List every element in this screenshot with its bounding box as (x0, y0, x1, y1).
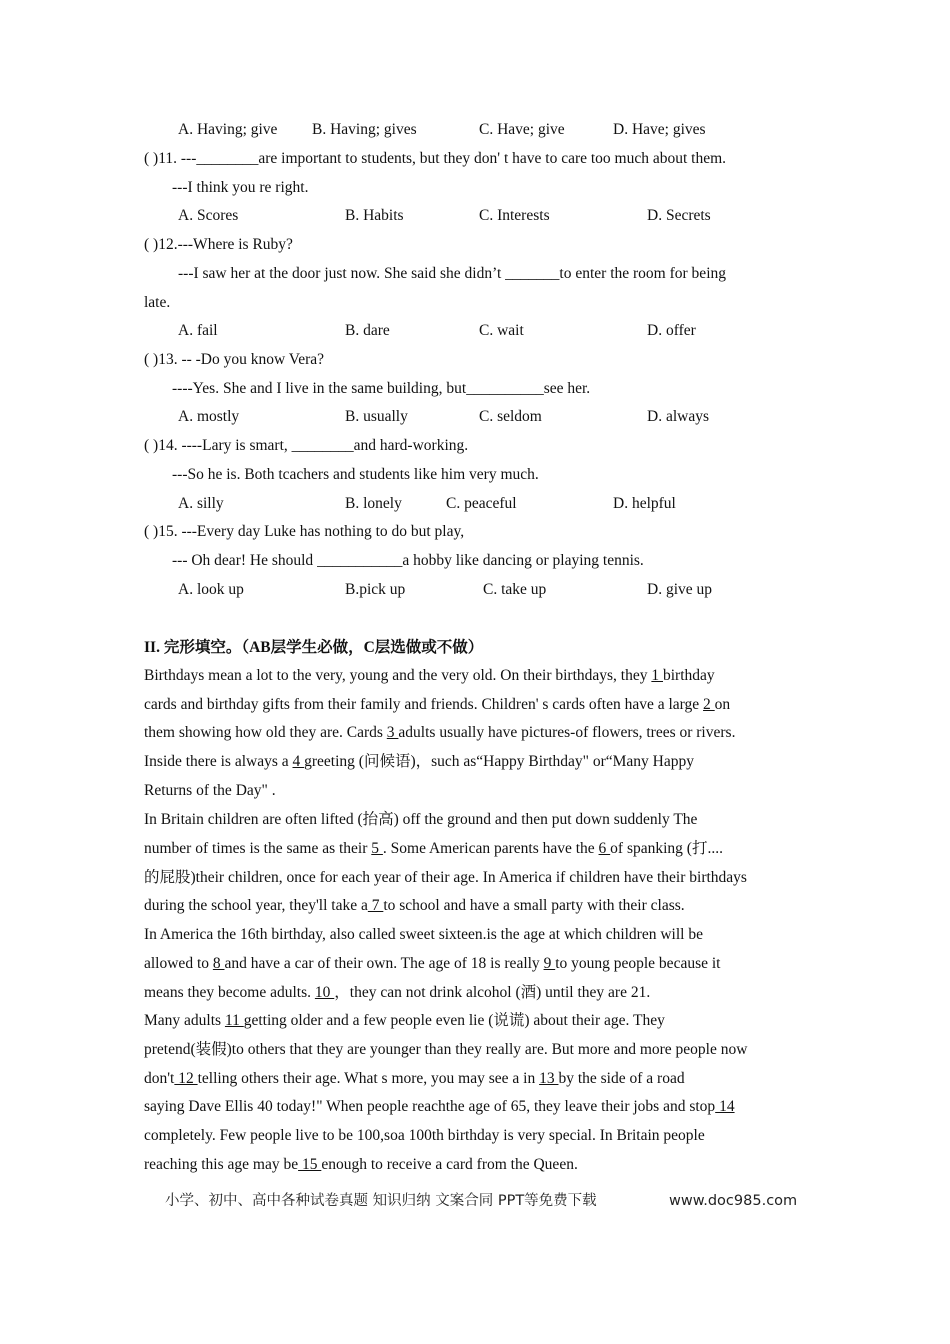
q15-option-d: D. give up (647, 581, 713, 598)
q14-line1: ( )14. ----Lary is smart, ________and hard-working. (144, 437, 469, 454)
q12-line2: ---I saw her at the door just now. She said she didn’t _______to enter the room for being (178, 265, 726, 282)
blank-5: 5 (371, 840, 383, 857)
passage-line: reaching this age may be 15 enough to receive a card from the Queen. (144, 1156, 578, 1173)
passage-line: Returns of the Day" . (144, 782, 276, 799)
blank-8: 8 (212, 955, 225, 972)
passage-line: pretend(装假)to others that they are younger than they really are. But more and more people now (144, 1041, 748, 1058)
q12-option-a: A. fail (178, 322, 218, 339)
q13-option-d: D. always (647, 408, 709, 425)
passage-line: number of times is the same as their 5 . Some American parents have the 6 of spanking (打.... (144, 840, 723, 857)
q15-line2: --- Oh dear! He should ___________a hobby like dancing or playing tennis. (172, 552, 644, 569)
section-heading: II. 完形填空。（AB层学生必做，C层选做或不做） (144, 639, 484, 656)
q13-option-a: A. mostly (178, 408, 240, 425)
blank-2: 2 (703, 696, 715, 713)
q15-option-c: C. take up (483, 581, 547, 598)
blank-9: 9 (543, 955, 556, 972)
q11-option-b: B. Habits (345, 207, 404, 224)
q12-option-b: B. dare (345, 322, 390, 339)
q14-line2: ---So he is. Both tcachers and students like him very much. (172, 466, 539, 483)
passage-line: Birthdays mean a lot to the very, young and the very old. On their birthdays, they 1 birthday (144, 667, 715, 684)
q12-line3: late. (144, 294, 171, 311)
passage-line: Inside there is always a 4 greeting (问候语)，such as“Happy Birthday" or“Many Happy (144, 753, 694, 770)
blank-11: 11 (224, 1012, 244, 1029)
passage-line: during the school year, they'll take a 7 to school and have a small party with their class. (144, 897, 685, 914)
blank-1: 1 (651, 667, 663, 684)
blank-15: 15 (298, 1156, 322, 1173)
passage-line: saying Dave Ellis 40 today!" When people reachthe age of 65, they leave their jobs and stop 14 (144, 1098, 735, 1115)
passage-line: Many adults 11 getting older and a few people even lie (说谎) about their age. They (144, 1012, 665, 1029)
footer-text: 小学、初中、高中各种试卷真题 知识归纳 文案合同 PPT等免费下载 (165, 1193, 597, 1209)
passage-line: completely. Few people live to be 100,soa 100th birthday is very special. In Britain people (144, 1127, 705, 1144)
q11-option-c: C. Interests (479, 207, 550, 224)
blank-3: 3 (386, 724, 399, 741)
q12-line1: ( )12.---Where is Ruby? (144, 236, 293, 253)
passage-line: In Britain children are often lifted (抬高) off the ground and then put down suddenly The (144, 811, 698, 828)
q11-option-a: A. Scores (178, 207, 239, 224)
q13-line2: ----Yes. She and I live in the same building, but__________see her. (172, 380, 591, 397)
q13-option-b: B. usually (345, 408, 408, 425)
q10-option-c: C. Have; give (479, 121, 565, 138)
blank-7: 7 (367, 897, 384, 914)
blank-12: 12 (174, 1070, 198, 1087)
q15-option-b: B.pick up (345, 581, 406, 598)
blank-14: 14 (715, 1098, 735, 1115)
passage-line: 的屁股)their children, once for each year of their age. In America if children have their birthdays (144, 869, 747, 886)
passage-line: don't 12 telling others their age. What s more, you may see a in 13 by the side of a road (144, 1070, 685, 1087)
blank-13: 13 (539, 1070, 559, 1087)
q14-option-c: C. peaceful (446, 495, 517, 512)
q15-line1: ( )15. ---Every day Luke has nothing to do but play, (144, 523, 465, 540)
passage-line: them showing how old they are. Cards 3 adults usually have pictures-of flowers, trees or rivers. (144, 724, 736, 741)
passage-line: cards and birthday gifts from their family and friends. Children' s cards often have a large 2 on (144, 696, 731, 713)
q12-option-c: C. wait (479, 322, 524, 339)
q13-option-c: C. seldom (479, 408, 542, 425)
q11-option-d: D. Secrets (647, 207, 711, 224)
q14-option-d: D. helpful (613, 495, 676, 512)
footer-url[interactable]: www.doc985.com (669, 1193, 798, 1209)
q10-option-b: B. Having; gives (312, 121, 417, 138)
passage-line: allowed to 8 and have a car of their own. The age of 18 is really 9 to young people because it (144, 955, 721, 972)
blank-10: 10 (314, 984, 335, 1001)
q11-line2: ---I think you re right. (172, 179, 309, 196)
q15-option-a: A. look up (178, 581, 244, 598)
passage-line: means they become adults. 10 ，they can not drink alcohol (酒) until they are 21. (144, 984, 651, 1001)
q14-option-b: B. lonely (345, 495, 402, 512)
q10-option-d: D. Have; gives (613, 121, 706, 138)
q12-option-d: D. offer (647, 322, 696, 339)
blank-6: 6 (598, 840, 611, 857)
blank-4: 4 (292, 753, 305, 770)
q13-line1: ( )13. -- -Do you know Vera? (144, 351, 325, 368)
q11-line1: ( )11. ---________are important to students, but they don' t have to care too much about them. (144, 150, 727, 167)
q10-option-a: A. Having; give (178, 121, 278, 138)
q14-option-a: A. silly (178, 495, 224, 512)
passage-line: In America the 16th birthday, also called sweet sixteen.is the age at which children will be (144, 926, 703, 943)
